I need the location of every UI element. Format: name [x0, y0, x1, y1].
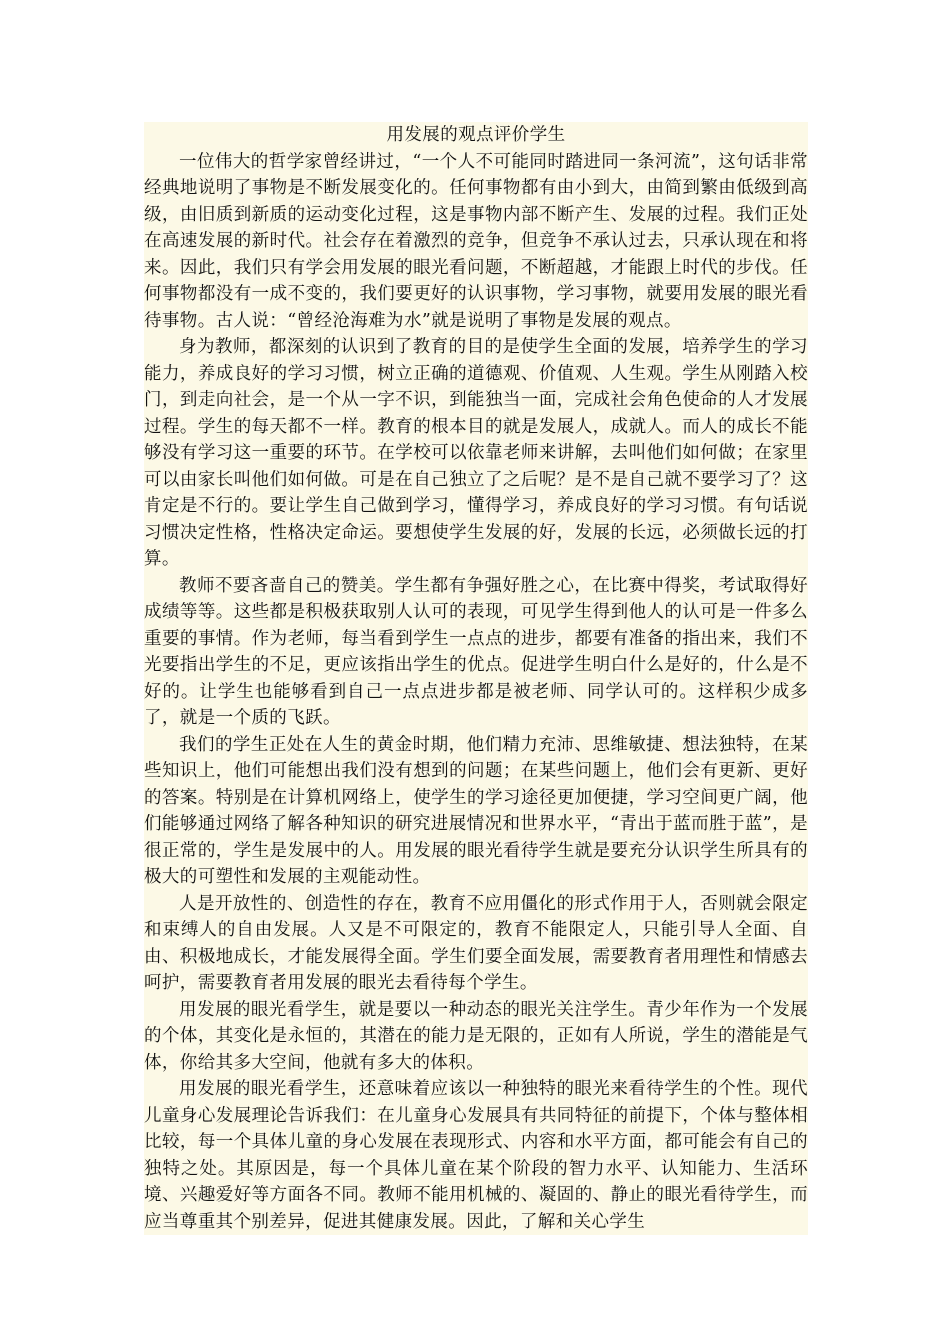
paragraph-3: 教师不要吝啬自己的赞美。学生都有争强好胜之心，在比赛中得奖，考试取得好成绩等等。这些都是积极获取别人认可的表现，可见学生得到他人的认可是一件多么重要的事情。作为老师，每当看到学生一点点的进步，都要有准备的指出来，我们不光要指出学生的不足，更应该指出学生的优点。促进学生明白什么是好的，什么是不好的。让学生也能够看到自己一点点进步都是被老师、同学认可的。这样积少成多了，就是一个质的飞跃。: [144, 575, 808, 728]
paragraph-4: 我们的学生正处在人生的黄金时期，他们精力充沛、思维敏捷、想法独特，在某些知识上，他们可能想出我们没有想到的问题；在某些问题上，他们会有更新、更好的答案。特别是在计算机网络上，使学生的学习途径更加便捷，学习空间更广阔，他们能够通过网络了解各种知识的研究进展情况和世界水平，“青出于蓝而胜于蓝”，是很正常的，学生是发展中的人。用发展的眼光看待学生就是要充分认识学生所具有的极大的可塑性和发展的主观能动性。: [144, 734, 808, 887]
paragraph-1: 一位伟大的哲学家曾经讲过，“一个人不可能同时踏进同一条河流”，这句话非常经典地说明了事物是不断发展变化的。任何事物都有由小到大，由简到繁由低级到高级，由旧质到新质的运动变化过程，这是事物内部不断产生、发展的过程。我们正处在高速发展的新时代。社会存在着激烈的竞争，但竞争不承认过去，只承认现在和将来。因此，我们只有学会用发展的眼光看问题，不断超越，才能跟上时代的步伐。任何事物都没有一成不变的，我们要更好的认识事物，学习事物，就要用发展的眼光看待事物。古人说：“曾经沧海难为水”就是说明了事物是发展的观点。: [144, 151, 808, 331]
paragraph-2: 身为教师，都深刻的认识到了教育的目的是使学生全面的发展，培养学生的学习能力，养成良好的学习习惯，树立正确的道德观、价值观、人生观。学生从刚踏入校门，到走向社会，是一个从一字不识，到能独当一面，完成社会角色使命的人才发展过程。学生的每天都不一样。教育的根本目的就是发展人，成就人。而人的成长不能够没有学习这一重要的环节。在学校可以依靠老师来讲解，去叫他们如何做；在家里可以由家长叫他们如何做。可是在自己独立了之后呢？是不是自己就不要学习了？这肯定是不行的。要让学生自己做到学习，懂得学习，养成良好的学习习惯。有句话说习惯决定性格，性格决定命运。要想使学生发展的好，发展的长远，必须做长远的打算。: [144, 337, 808, 569]
article-body: [144, 122, 808, 1235]
paragraph-5: 人是开放性的、创造性的存在，教育不应用僵化的形式作用于人，否则就会限定和束缚人的自由发展。人又是不可限定的，教育不能限定人，只能引导人全面、自由、积极地成长，才能发展得全面。学生们要全面发展，需要教育者用理性和情感去呵护，需要教育者用发展的眼光去看待每个学生。: [144, 893, 808, 993]
article-title: 用发展的观点评价学生: [386, 125, 566, 145]
paragraph-6: 用发展的眼光看学生，就是要以一种动态的眼光关注学生。青少年作为一个发展的个体，其变化是永恒的，其潜在的能力是无限的，正如有人所说，学生的潜能是气体，你给其多大空间，他就有多大的体积。: [144, 999, 808, 1073]
paragraph-7: 用发展的眼光看学生，还意味着应该以一种独特的眼光来看待学生的个性。现代儿童身心发展理论告诉我们：在儿童身心发展具有共同特征的前提下，个体与整体相比较，每一个具体儿童的身心发展在表现形式、内容和水平方面，都可能会有自己的独特之处。其原因是，每一个具体儿童在某个阶段的智力水平、认知能力、生活环境、兴趣爱好等方面各不同。教师不能用机械的、凝固的、静止的眼光看待学生，而应当尊重其个别差异，促进其健康发展。因此，了解和关心学生: [144, 1079, 808, 1232]
